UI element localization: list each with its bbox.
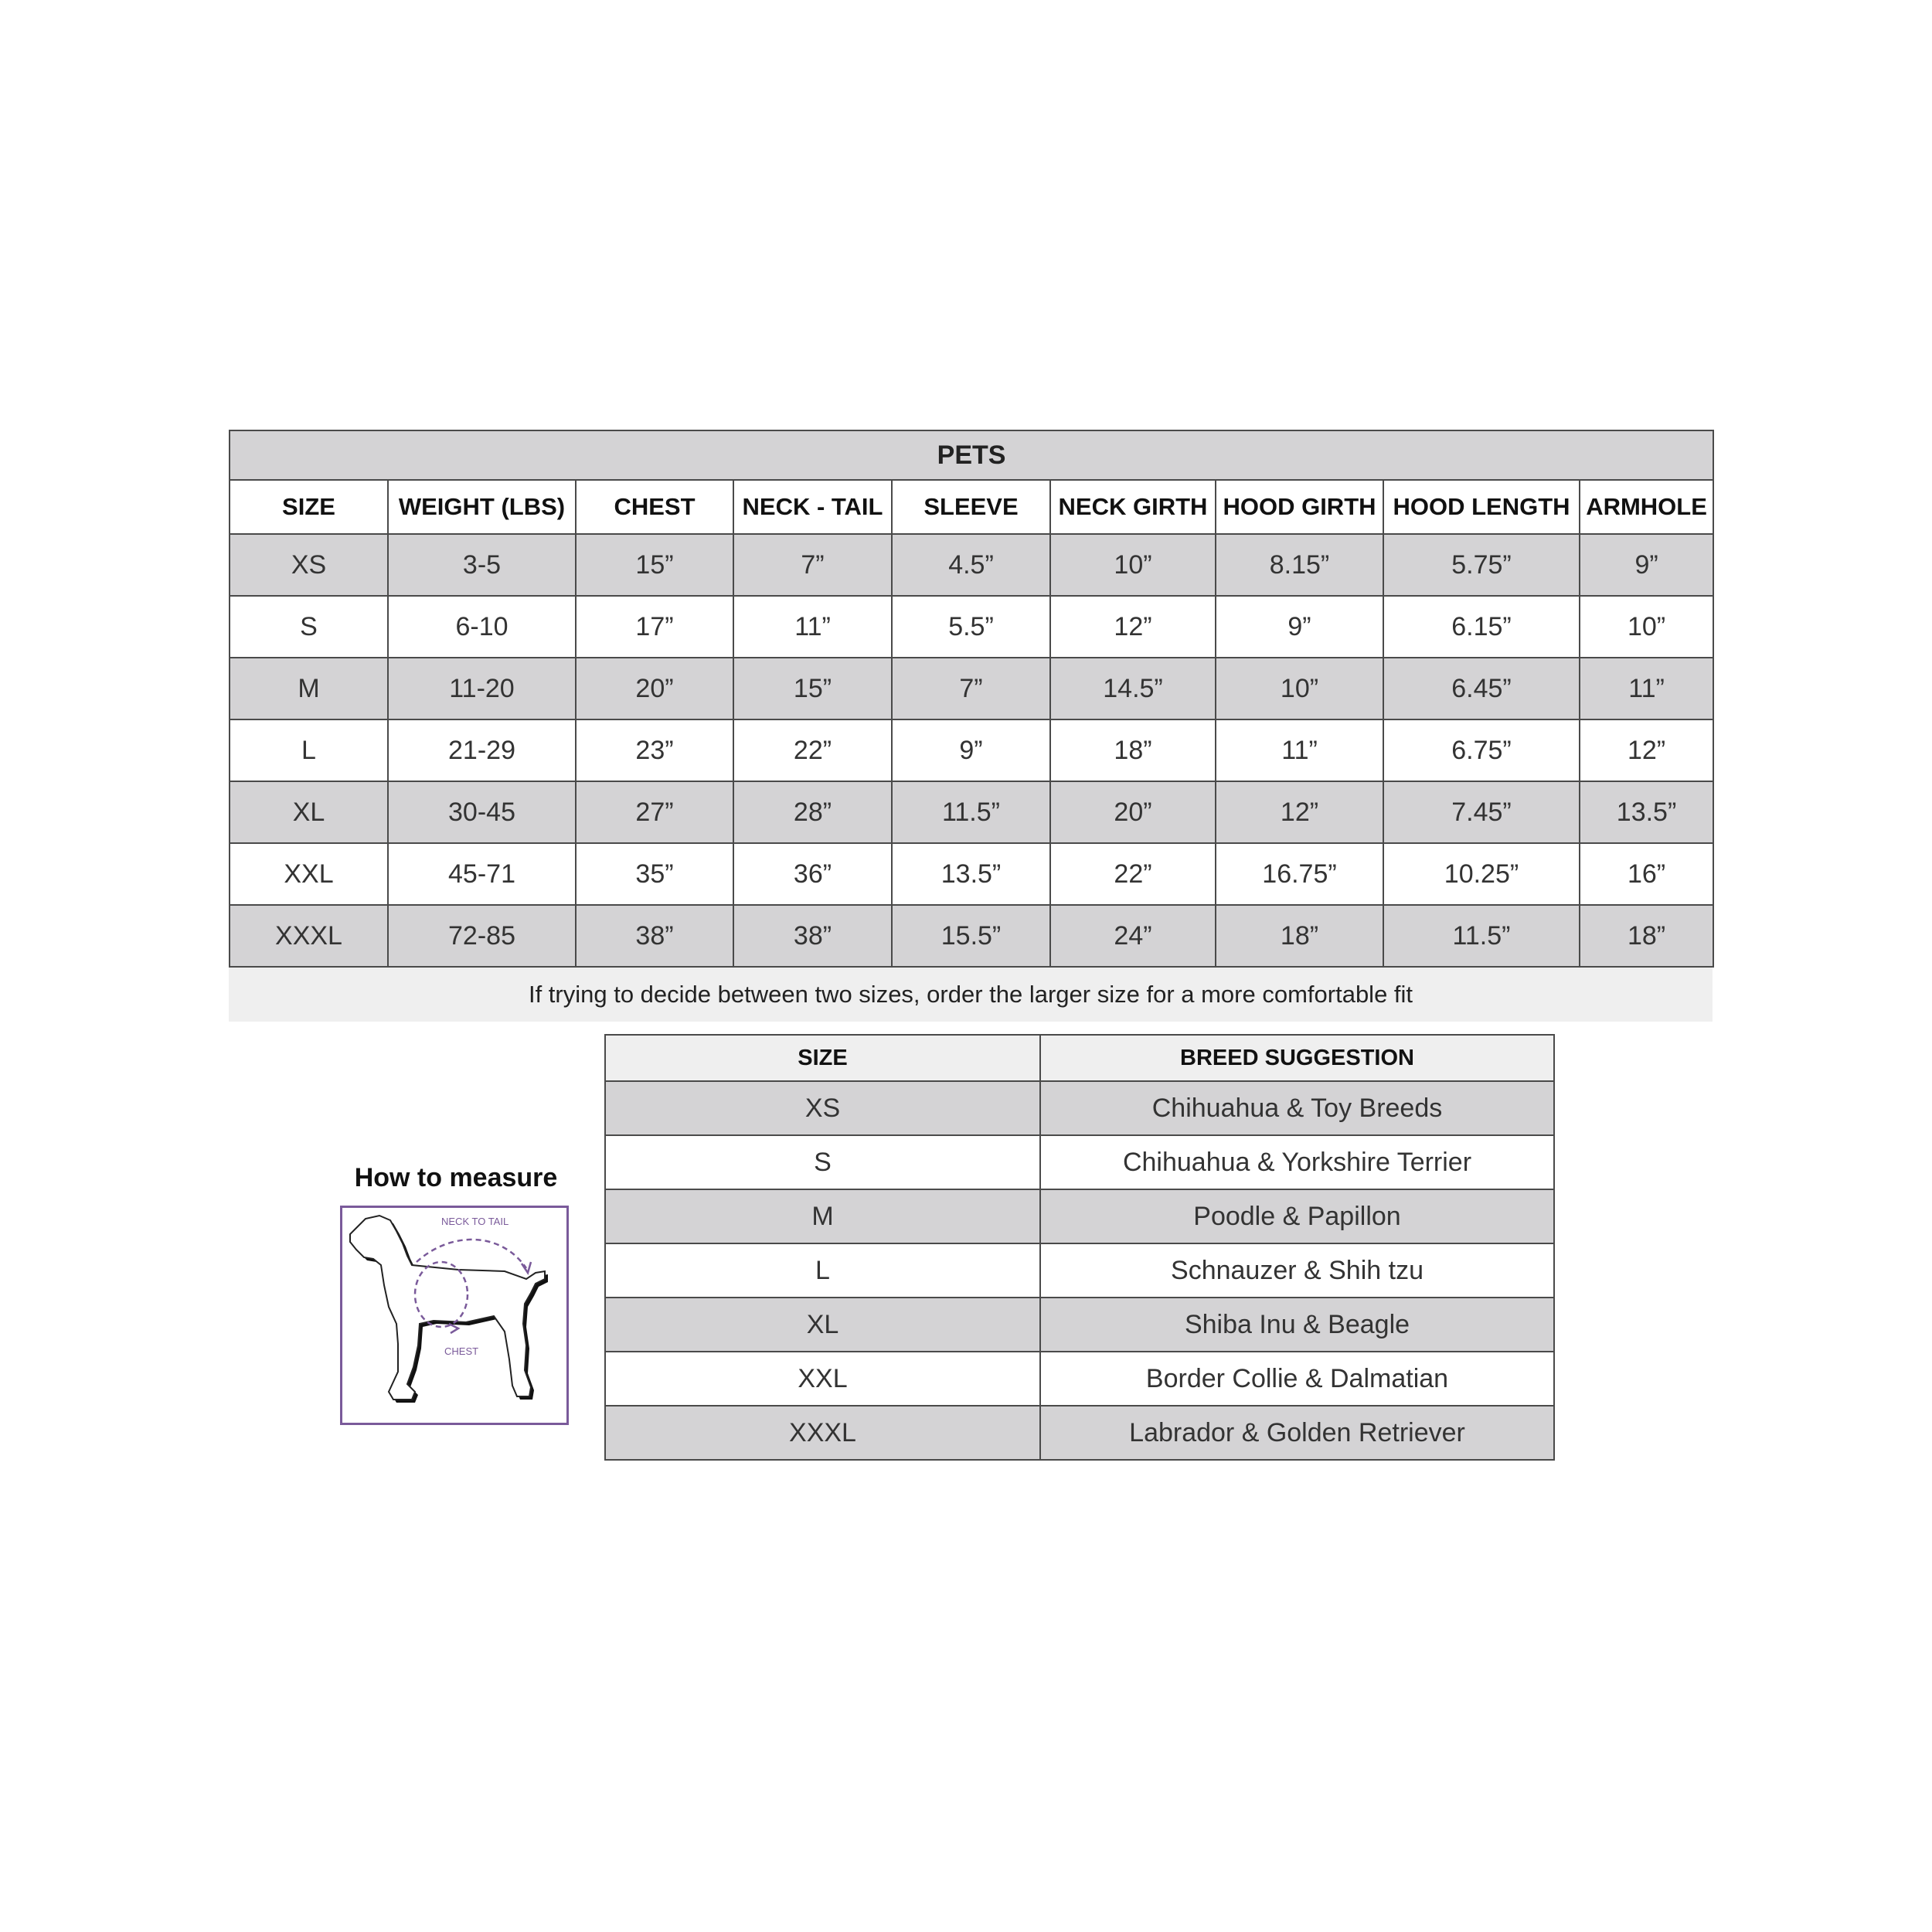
table-cell: 7.45” <box>1383 781 1580 843</box>
table-cell: 4.5” <box>892 534 1050 596</box>
column-header: WEIGHT (LBS) <box>388 480 576 534</box>
size-chart-body <box>230 534 1713 967</box>
table-cell: 22” <box>733 719 892 781</box>
table-cell: 12” <box>1216 781 1383 843</box>
table-cell: 15” <box>733 658 892 719</box>
table-cell: 72-85 <box>388 905 576 967</box>
size-chart-table <box>229 430 1714 968</box>
table-cell: 20” <box>1050 781 1216 843</box>
table-row <box>605 1243 1554 1298</box>
size-chart-title: PETS <box>230 430 1713 480</box>
table-row <box>230 596 1713 658</box>
table-cell: XL <box>605 1298 1040 1352</box>
table-cell: 22” <box>1050 843 1216 905</box>
table-cell: 35” <box>576 843 733 905</box>
table-cell: 12” <box>1580 719 1713 781</box>
table-cell: 11-20 <box>388 658 576 719</box>
column-header: HOOD LENGTH <box>1383 480 1580 534</box>
table-cell: XXXL <box>230 905 388 967</box>
table-cell: 15.5” <box>892 905 1050 967</box>
table-cell: 11” <box>733 596 892 658</box>
table-cell: S <box>230 596 388 658</box>
table-row <box>605 1298 1554 1352</box>
breed-table-header-row <box>605 1035 1554 1081</box>
table-row <box>230 534 1713 596</box>
table-cell: 10” <box>1580 596 1713 658</box>
table-cell: 18” <box>1050 719 1216 781</box>
table-cell: XXXL <box>605 1406 1040 1460</box>
neck-to-tail-label: NECK TO TAIL <box>441 1216 509 1227</box>
size-chart-header-row <box>230 480 1713 534</box>
column-header: ARMHOLE <box>1580 480 1713 534</box>
table-cell: 11.5” <box>892 781 1050 843</box>
table-cell: 14.5” <box>1050 658 1216 719</box>
table-cell: 20” <box>576 658 733 719</box>
table-cell: 11” <box>1216 719 1383 781</box>
table-cell: 45-71 <box>388 843 576 905</box>
table-cell: 17” <box>576 596 733 658</box>
column-header: NECK - TAIL <box>733 480 892 534</box>
table-cell: 11.5” <box>1383 905 1580 967</box>
table-cell: Chihuahua & Toy Breeds <box>1040 1081 1554 1135</box>
dog-silhouette-icon <box>342 1208 566 1423</box>
table-cell: Poodle & Papillon <box>1040 1189 1554 1243</box>
table-cell: 18” <box>1580 905 1713 967</box>
table-cell: 23” <box>576 719 733 781</box>
table-cell: Shiba Inu & Beagle <box>1040 1298 1554 1352</box>
table-cell: XS <box>605 1081 1040 1135</box>
table-row <box>605 1406 1554 1460</box>
table-row <box>230 781 1713 843</box>
table-cell: 11” <box>1580 658 1713 719</box>
table-cell: 10” <box>1216 658 1383 719</box>
table-cell: 16” <box>1580 843 1713 905</box>
table-cell: XXL <box>605 1352 1040 1406</box>
breed-suggestion-table <box>604 1034 1555 1461</box>
how-to-measure-diagram <box>340 1206 569 1425</box>
table-cell: L <box>230 719 388 781</box>
table-cell: 9” <box>1216 596 1383 658</box>
table-cell: 9” <box>892 719 1050 781</box>
table-cell: 6.15” <box>1383 596 1580 658</box>
column-header: BREED SUGGESTION <box>1040 1035 1554 1081</box>
table-cell: 8.15” <box>1216 534 1383 596</box>
table-cell: 12” <box>1050 596 1216 658</box>
table-cell: 10” <box>1050 534 1216 596</box>
column-header: NECK GIRTH <box>1050 480 1216 534</box>
table-cell: Chihuahua & Yorkshire Terrier <box>1040 1135 1554 1189</box>
table-cell: 7” <box>733 534 892 596</box>
table-cell: L <box>605 1243 1040 1298</box>
column-header: HOOD GIRTH <box>1216 480 1383 534</box>
table-cell: 5.75” <box>1383 534 1580 596</box>
table-cell: 38” <box>576 905 733 967</box>
table-cell: M <box>230 658 388 719</box>
table-row <box>230 719 1713 781</box>
table-cell: 10.25” <box>1383 843 1580 905</box>
table-row <box>605 1352 1554 1406</box>
column-header: CHEST <box>576 480 733 534</box>
table-row <box>605 1081 1554 1135</box>
table-cell: 38” <box>733 905 892 967</box>
table-cell: 27” <box>576 781 733 843</box>
table-cell: 6.45” <box>1383 658 1580 719</box>
table-cell: 5.5” <box>892 596 1050 658</box>
table-cell: 28” <box>733 781 892 843</box>
table-cell: 15” <box>576 534 733 596</box>
table-cell: 21-29 <box>388 719 576 781</box>
table-cell: 6.75” <box>1383 719 1580 781</box>
table-cell: 7” <box>892 658 1050 719</box>
table-cell: 36” <box>733 843 892 905</box>
table-cell: 13.5” <box>1580 781 1713 843</box>
column-header: SIZE <box>605 1035 1040 1081</box>
table-cell: 30-45 <box>388 781 576 843</box>
table-cell: 6-10 <box>388 596 576 658</box>
column-header: SLEEVE <box>892 480 1050 534</box>
table-cell: XXL <box>230 843 388 905</box>
table-cell: M <box>605 1189 1040 1243</box>
table-cell: 9” <box>1580 534 1713 596</box>
table-row <box>230 843 1713 905</box>
table-row <box>230 905 1713 967</box>
chest-label: CHEST <box>444 1345 479 1357</box>
table-cell: XL <box>230 781 388 843</box>
table-row <box>605 1189 1554 1243</box>
table-cell: 16.75” <box>1216 843 1383 905</box>
table-cell: Border Collie & Dalmatian <box>1040 1352 1554 1406</box>
table-cell: Schnauzer & Shih tzu <box>1040 1243 1554 1298</box>
column-header: SIZE <box>230 480 388 534</box>
table-row <box>605 1135 1554 1189</box>
table-cell: 13.5” <box>892 843 1050 905</box>
table-cell: XS <box>230 534 388 596</box>
how-to-measure-title: How to measure <box>354 1163 558 1192</box>
table-cell: 24” <box>1050 905 1216 967</box>
table-cell: 3-5 <box>388 534 576 596</box>
table-cell: Labrador & Golden Retriever <box>1040 1406 1554 1460</box>
sizing-note: If trying to decide between two sizes, order the larger size for a more comfortable fit <box>229 968 1713 1022</box>
table-cell: 18” <box>1216 905 1383 967</box>
table-cell: S <box>605 1135 1040 1189</box>
table-row <box>230 658 1713 719</box>
breed-table-body <box>605 1081 1554 1460</box>
